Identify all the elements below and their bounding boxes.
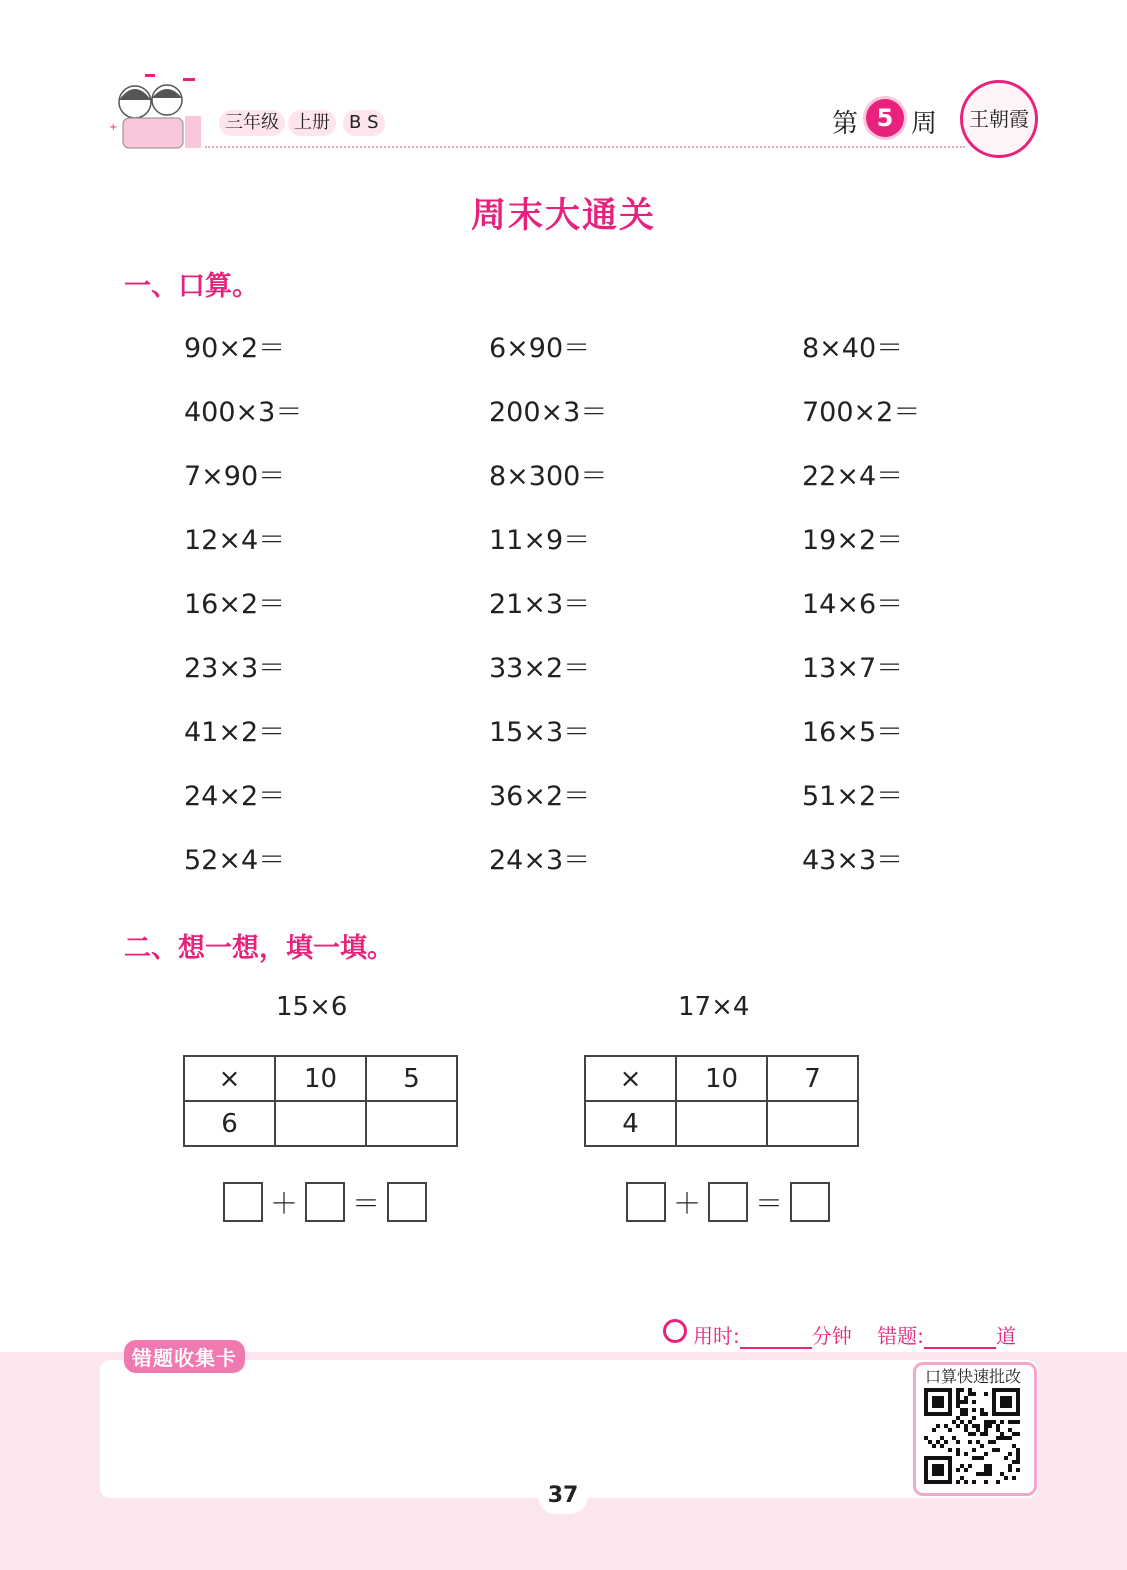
problem-item: 36×2＝ (489, 781, 591, 812)
errors-label: 错题: (877, 1324, 924, 1348)
answer-cell[interactable] (676, 1101, 767, 1146)
problem-item: 24×2＝ (184, 781, 286, 812)
section-2-title: 二、想一想，填一填。 (124, 933, 394, 964)
problem-item: 14×6＝ (802, 589, 904, 620)
exercise-1-sum-line (223, 1182, 427, 1222)
problem-item: 700×2＝ (802, 397, 921, 428)
svg-text:+: + (109, 122, 118, 133)
kids-illustration (105, 70, 210, 155)
problem-item: 11×9＝ (489, 525, 591, 556)
table-header-cell: 10 (275, 1056, 366, 1101)
answer-box[interactable] (708, 1182, 748, 1222)
problem-item: 16×2＝ (184, 589, 286, 620)
problem-item: 23×3＝ (184, 653, 286, 684)
plus-sign: ＋ (672, 1187, 701, 1220)
problem-item: 7×90＝ (184, 461, 286, 492)
answer-box[interactable] (790, 1182, 830, 1222)
problem-item: 41×2＝ (184, 717, 286, 748)
problem-item: 13×7＝ (802, 653, 904, 684)
problem-item: 16×5＝ (802, 717, 904, 748)
brand-seal-logo: 王朝霞 (960, 80, 1038, 158)
answer-cell[interactable] (275, 1101, 366, 1146)
exercise-2-expression: 17×4 (678, 992, 750, 1022)
exercise-1-table (183, 1055, 458, 1147)
table-header-cell: 7 (767, 1056, 858, 1101)
plus-sign: ＋ (269, 1187, 298, 1220)
problem-item: 51×2＝ (802, 781, 904, 812)
problem-item: 43×3＝ (802, 845, 904, 876)
grade-tag: 三年级 (219, 110, 285, 136)
qr-code-icon[interactable] (924, 1388, 1020, 1484)
problem-item: 21×3＝ (489, 589, 591, 620)
section-1-title: 一、口算。 (124, 271, 259, 302)
stopwatch-icon (663, 1319, 687, 1343)
problem-item: 200×3＝ (489, 397, 608, 428)
problem-item: 33×2＝ (489, 653, 591, 684)
problem-item: 90×2＝ (184, 333, 286, 364)
answer-cell[interactable] (767, 1101, 858, 1146)
page-number: 37 (538, 1478, 588, 1514)
answer-box[interactable] (305, 1182, 345, 1222)
footer-stats (693, 1320, 1016, 1349)
exercise-1-expression: 15×6 (276, 992, 348, 1022)
answer-box[interactable] (223, 1182, 263, 1222)
answer-box[interactable] (626, 1182, 666, 1222)
page-title: 周末大通关 (470, 196, 656, 236)
time-unit: 分钟 (811, 1324, 852, 1348)
mistake-card-label: 错题收集卡 (124, 1340, 245, 1373)
table-row-head: 4 (585, 1101, 676, 1146)
equals-sign: ＝ (351, 1187, 380, 1220)
exercise-2-table (584, 1055, 859, 1147)
week-number-badge: 5 (866, 99, 904, 137)
answer-box[interactable] (387, 1182, 427, 1222)
problem-item: 400×3＝ (184, 397, 303, 428)
volume-tag: 上册 (288, 110, 336, 136)
errors-blank[interactable] (924, 1329, 996, 1349)
table-header-cell: 5 (366, 1056, 457, 1101)
exercise-2-sum-line (626, 1182, 830, 1222)
equals-sign: ＝ (754, 1187, 783, 1220)
problem-item: 6×90＝ (489, 333, 591, 364)
time-blank[interactable] (740, 1329, 812, 1349)
table-header-cell: × (585, 1056, 676, 1101)
problem-item: 52×4＝ (184, 845, 286, 876)
qr-caption: 口算快速批改 (924, 1367, 1021, 1386)
week-suffix: 周 (911, 109, 938, 139)
table-header-cell: 10 (676, 1056, 767, 1101)
week-label: 第 (832, 109, 859, 139)
problem-item: 22×4＝ (802, 461, 904, 492)
answer-cell[interactable] (366, 1101, 457, 1146)
table-header-cell: × (184, 1056, 275, 1101)
problem-item: 24×3＝ (489, 845, 591, 876)
time-label: 用时: (693, 1324, 740, 1348)
table-row-head: 6 (184, 1101, 275, 1146)
header-divider (205, 146, 965, 148)
edition-tag: B S (343, 110, 385, 136)
problem-item: 8×300＝ (489, 461, 608, 492)
problem-item: 19×2＝ (802, 525, 904, 556)
problem-item: 8×40＝ (802, 333, 904, 364)
problem-item: 12×4＝ (184, 525, 286, 556)
problem-item: 15×3＝ (489, 717, 591, 748)
errors-unit: 道 (995, 1324, 1016, 1348)
